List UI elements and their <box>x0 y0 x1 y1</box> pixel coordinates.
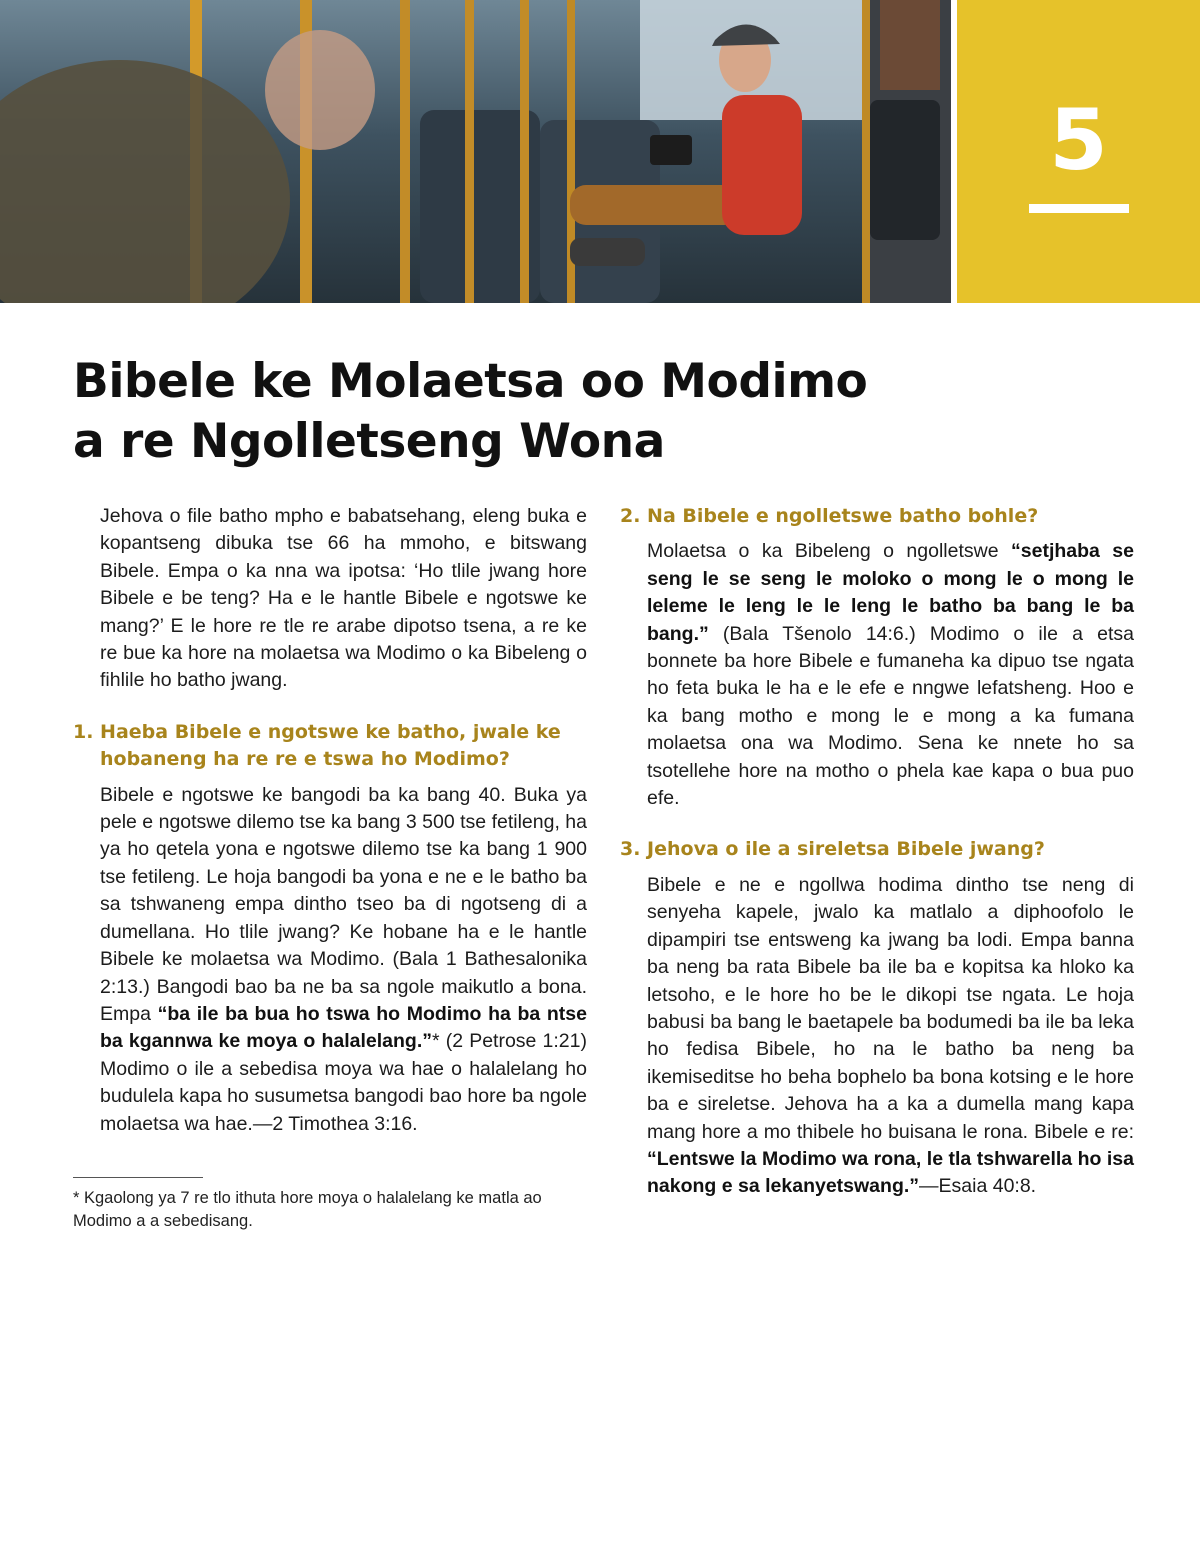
answer-3: Bibele e ne e ngollwa hodima dintho tse neng di senyeha kapele, jwalo ka matlalo a diphoofolo le dipampiri tse entsweng ka jwang ba lodi. Empa banna ba neng ba rata Bibele ba ile ba e kopitsa ka hloko ka letsoho, e le hore ho be le dikopi tse ngata. Le hoja babusi ba bang le baetapele ba bodumedi ba ile ba leka ho fedisa Bibele, ho na le batho ba neng ba ikemiseditse ho beha bophelo ba bona kotsing e le hore ba e sireletse. Jehova ha a ka a dumella mang kapa mang hore a mo thibele ho buisana le rona. Bibele e re: “Lentswe la Modimo wa rona, le tla tshwarella ho isa nakong e sa lekanyetswang.”—Esaia 40:8. <box>647 873 1134 1198</box>
footnote: * Kgaolong ya 7 re tlo ithuta hore moya o halalelang ke matla ao Modimo a a sebedisang. <box>73 1189 542 1230</box>
question-3: 3. Jehova o ile a sireletsa Bibele jwang? <box>620 838 1045 861</box>
chapter-badge <box>957 0 1200 303</box>
answer-2: Molaetsa o ka Bibeleng o ngolletswe “setjhaba se seng le se seng le moloko o mong le o mong le leleme le leng le le leng le batho ba bang le ba bang.” (Bala Tšenolo 14:6.) Modimo o ile a etsa bonnete ba hore Bibele e fumaneha ka dipuo tse ngata ho feta buka le ha e le efe e nngwe lefatsheng. Hoo e ka bang motho e mong le e mong a ka fumana molaetsa ona wa Modimo. Sena ke nnete ho sa tsotellehe hore na motho o phela kae kapa o bua puo efe. <box>647 540 1134 810</box>
footnote-divider <box>73 1177 203 1178</box>
chapter-number: 5 <box>1049 91 1108 189</box>
title-line-1: Bibele ke Molaetsa oo Modimo <box>73 354 868 409</box>
bus-scene-illustration <box>0 0 951 303</box>
question-1: 1. Haeba Bibele e ngotswe ke batho, jwale ke hobaneng ha re re e tswa ho Modimo? <box>73 720 561 771</box>
left-column <box>73 503 587 1138</box>
answer-1: Bibele e ngotswe ke bangodi ba ka bang 40. Buka ya pele e ngotswe dilemo tse ka bang 3 500 tse fetileng, ha ya ho qetela yona e ngotswe dilemo tse ka bang 1 900 tse fetileng. Le hoja bangodi ba yona e ne e le batho ba sa tshwaneng empa dintho tseo ba di ngotseng di a dumellana. Ho tlile jwang? Ke hobane ha e le hantle Bibele ke molaetsa wa Modimo. (Bala 1 Bathesalonika 2:13.) Bangodi bao ba ne ba sa ngole maikutlo a bona. Empa “ba ile ba bua ho tswa ho Modimo ha ba ntse ba kgannwa ke moya o halalelang.”* (2 Petrose 1:21) Modimo o ile a sebedisa moya wa hae o halalelang ho budulela kapa ho susumetsa bangodi bao hore ba ngole molaetsa wa hae.—2 Timothea 3:16. <box>100 783 587 1135</box>
chapter-underline <box>1029 204 1129 213</box>
page-title <box>73 352 973 472</box>
intro-paragraph: Jehova o file batho mpho e babatsehang, eleng buka e kopantseng dibuka tse 66 ha mmoho, e bitswang Bibele. Empa o ka nna wa ipotsa: ‘Ho tlile jwang hore Bibele e be teng? Ha e le hantle Bibele e ngotswe ke mang?’ E le hore re tle re arabe dipotso tsena, a re ke re bue ka hore na molaetsa wa Modimo o ka Bibeleng o fihlile ho batho jwang. <box>100 505 587 692</box>
question-2: 2. Na Bibele e ngolletswe batho bohle? <box>620 505 1039 527</box>
title-line-2: a re Ngolletseng Wona <box>73 414 665 469</box>
right-column <box>620 503 1134 1201</box>
header-photo <box>0 0 951 303</box>
